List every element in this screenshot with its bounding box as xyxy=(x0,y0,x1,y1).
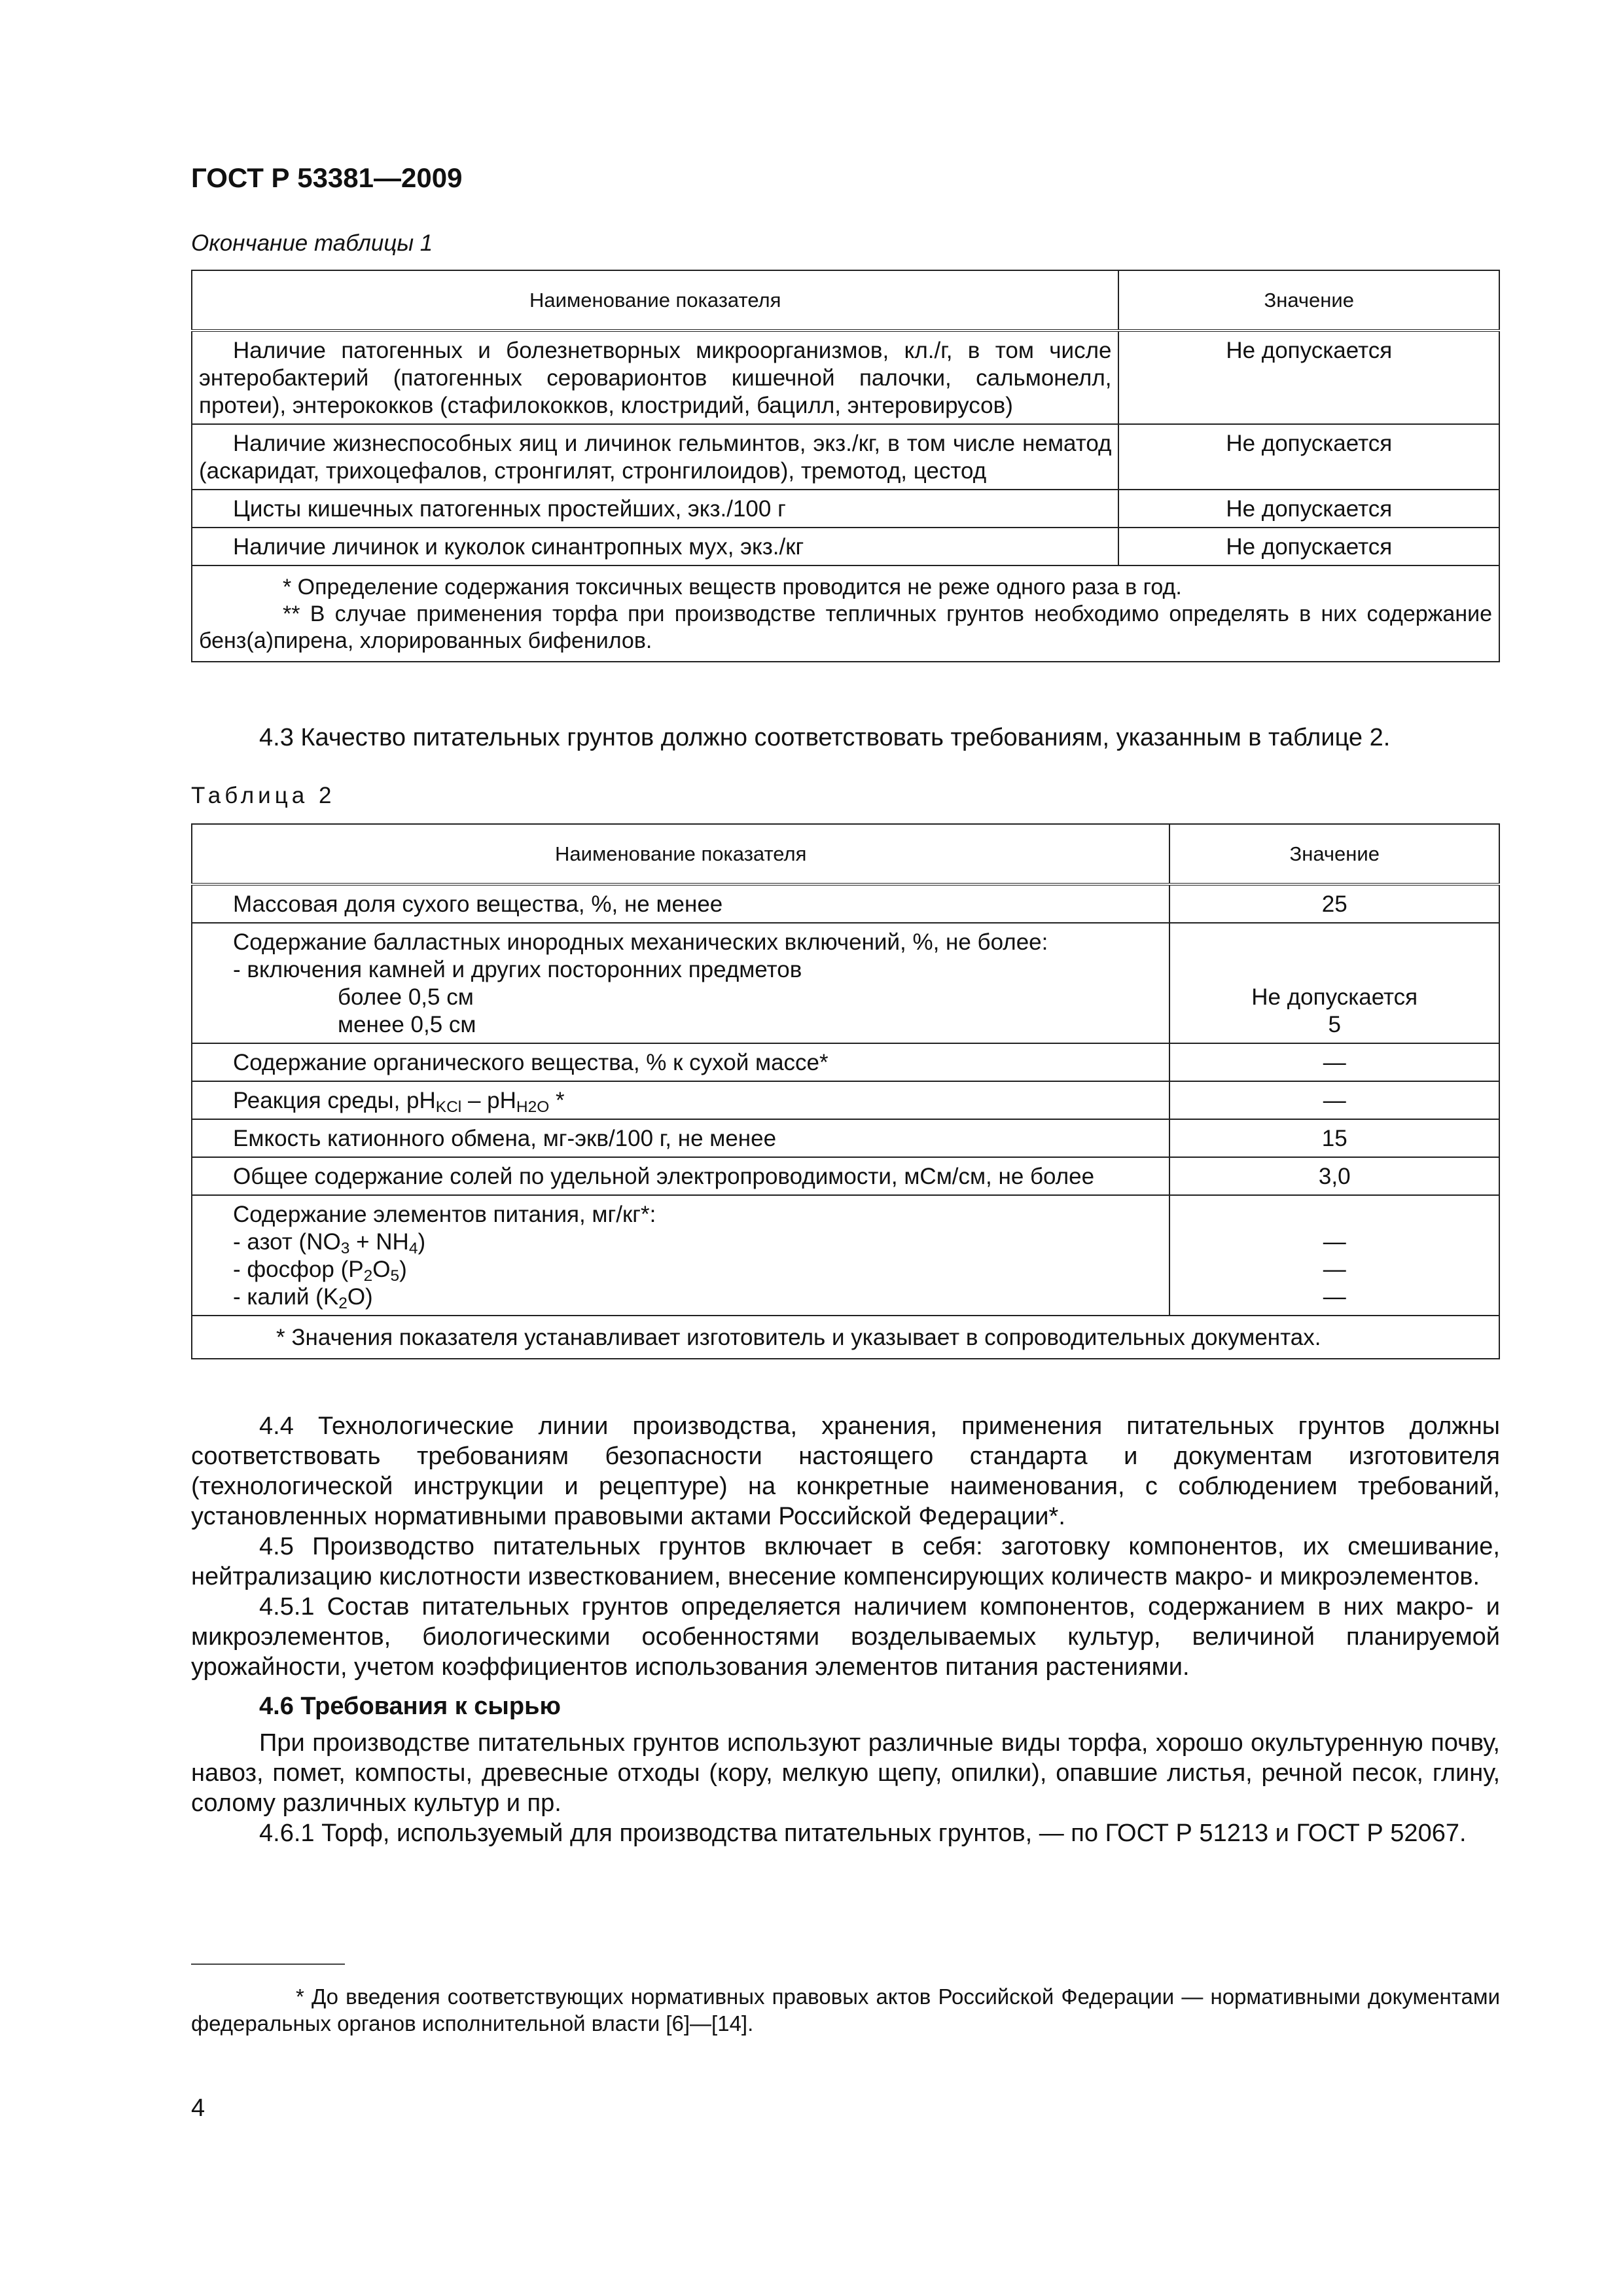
table1-row1-value: Не допускается xyxy=(1118,331,1499,424)
footnote: * До введения соответствующих нормативных правовых актов Российской Федерации — нормативными документами федеральных органов исполнительной власти [6]—[14]. xyxy=(191,1984,1500,2036)
table2-header-name: Наименование показателя xyxy=(192,824,1169,884)
table1-row3-name: Цисты кишечных патогенных простейших, экз./100 г xyxy=(233,496,786,522)
table-row xyxy=(192,1195,1499,1316)
clause-4-6-1: 4.6.1 Торф, используемый для производства питательных грунтов, — по ГОСТ Р 51213 и ГОСТ Р 52067. xyxy=(259,1820,1467,1847)
table2-ballast-item: - включения камней и других посторонних предметов xyxy=(233,957,802,982)
table2-dry-value: 25 xyxy=(1169,884,1499,923)
clause-4-4: 4.4 Технологические линии производства, хранения, применения питательных грунтов должны соответствовать требованиям безопасности настоящего стандарта и документам изготовителя (технологической инструкции и рецептуре) на конкретные наименования, с соблюдением требований, установленных нормативными правовыми актами Российской Федерации*. xyxy=(191,1412,1500,1530)
table2-nutrient-nitrogen: - азот $(NO_3 + NH_4)$ xyxy=(233,1229,426,1257)
clause-4-5: 4.5 Производство питательных грунтов включает в себя: заготовку компонентов, их смешивание, нейтрализацию кислотности известкованием, внесение компенсирующих количеств макро- и микроэлементов. xyxy=(191,1533,1500,1590)
table-row xyxy=(192,1157,1499,1195)
table1-row2-name: Наличие жизнеспособных яиц и личинок гельминтов, экз./кг, в том числе нематод (аскаридат, трихоцефалов, стронгилят, стронгилоидов), тремотод, цестод xyxy=(199,431,1112,484)
clause-4-6-text: При производстве питательных грунтов используют различные виды торфа, хорошо окультуренную почву, навоз, помет, компосты, древесные отходы (кору, мелкую щепу, опилки), опавшие листья, речной песок, глину, солому различных культур и пр. xyxy=(191,1729,1500,1817)
table2-header-value: Значение xyxy=(1169,824,1499,884)
table2-ballast-sub1: более 0,5 см xyxy=(338,984,474,1010)
table1-note2: ** В случае применения торфа при производстве тепличных грунтов необходимо определять в них содержание бенз(а)пирена, хлорированных бифенилов. xyxy=(199,601,1492,653)
table2-nutrient-v3: — xyxy=(1323,1284,1346,1310)
table2-salt-value: 3,0 xyxy=(1169,1157,1499,1195)
table-row xyxy=(192,884,1499,923)
clause-4-3: 4.3 Качество питательных грунтов должно соответствовать требованиям, указанным в таблице 2. xyxy=(259,724,1391,751)
table1-caption: Окончание таблицы 1 xyxy=(191,230,433,256)
table2-nutrient-potassium: - калий $(K_2O)$ xyxy=(233,1284,373,1312)
table2-nutrient-v1: — xyxy=(1323,1229,1346,1255)
table1-header-value: Значение xyxy=(1118,270,1499,331)
table2-organic-name: Содержание органического вещества, % к сухой массе* xyxy=(192,1043,1169,1081)
document-header: ГОСТ Р 53381—2009 xyxy=(191,162,463,193)
table2-ballast-sub2: менее 0,5 см xyxy=(338,1012,476,1037)
table2-caption: Таблица 2 xyxy=(191,783,336,808)
table2-organic-value: — xyxy=(1169,1043,1499,1081)
table-row xyxy=(192,1081,1499,1119)
table1-row2-value: Не допускается xyxy=(1118,424,1499,490)
table2-ballast-val2: 5 xyxy=(1328,1012,1341,1037)
clauses-block xyxy=(191,1411,1500,1848)
table-row xyxy=(192,1119,1499,1157)
table2-nutrient-phosphorus: - фосфор $(P_2O_5)$ xyxy=(233,1257,407,1285)
table2-ballast-val1: Не допускается xyxy=(1251,984,1418,1010)
table1-row3-value: Не допускается xyxy=(1118,490,1499,528)
page-number: 4 xyxy=(191,2094,205,2122)
table-row xyxy=(192,528,1499,565)
clause-4-6-heading: 4.6 Требования к сырью xyxy=(259,1693,561,1720)
table2-dry-name: Массовая доля сухого вещества, %, не менее xyxy=(192,884,1169,923)
table1-row1-name: Наличие патогенных и болезнетворных микроорганизмов, кл./г, в том числе энтеробактерий (патогенных сероварионтов кишечной палочки, сальмонелл, протеи), энтерококков (стафилококков, клостридий, бацилл, энтеровирусов) xyxy=(199,338,1112,418)
table-row xyxy=(192,331,1499,424)
table2-nutrients-name: Содержание элементов питания, мг/кг*: xyxy=(233,1202,656,1227)
table2-ph-value: — xyxy=(1169,1081,1499,1119)
table2-cation-name: Емкость катионного обмена, мг-экв/100 г, не менее xyxy=(192,1119,1169,1157)
table1 xyxy=(191,270,1500,662)
table1-row4-name: Наличие личинок и куколок синантропных мух, экз./кг xyxy=(233,534,804,560)
table1-row4-value: Не допускается xyxy=(1118,528,1499,565)
table-row xyxy=(192,923,1499,1043)
footnote-divider xyxy=(191,1964,345,1965)
table-row xyxy=(192,424,1499,490)
table-row xyxy=(192,1043,1499,1081)
clause-4-5-1: 4.5.1 Состав питательных грунтов определяется наличием компонентов, содержанием в них макро- и микроэлементов, биологическими особенностями возделываемых культур, величиной планируемой урожайности, учетом коэффициентов использования элементов питания растениями. xyxy=(191,1593,1500,1681)
table-row xyxy=(192,490,1499,528)
table1-notes-row xyxy=(192,565,1499,662)
table2-ballast-name: Содержание балластных инородных механических включений, %, не более: xyxy=(233,929,1048,955)
table2-nutrient-v2: — xyxy=(1323,1257,1346,1282)
table2 xyxy=(191,823,1500,1359)
table2-notes-row xyxy=(192,1316,1499,1359)
table2-salt-name: Общее содержание солей по удельной электропроводимости, мСм/см, не более xyxy=(192,1157,1169,1195)
table1-note1: * Определение содержания токсичных веществ проводится не реже одного раза в год. xyxy=(283,575,1182,600)
table1-header-name: Наименование показателя xyxy=(192,270,1118,331)
table2-cation-value: 15 xyxy=(1169,1119,1499,1157)
table2-ph-name: Реакция среды, $pH_{KCl} - pH_{H2O}$ * xyxy=(192,1081,1169,1119)
table2-note: * Значения показателя устанавливает изготовитель и указывает в сопроводительных документах. xyxy=(192,1316,1499,1359)
